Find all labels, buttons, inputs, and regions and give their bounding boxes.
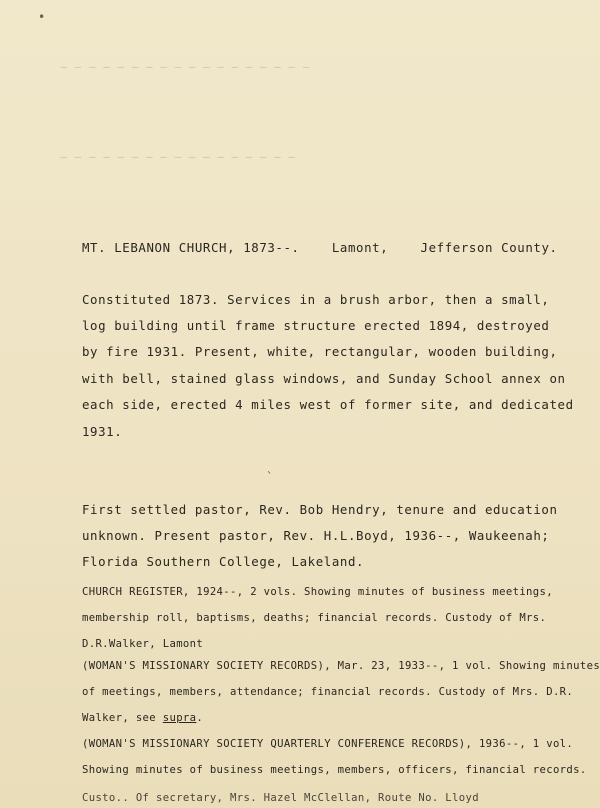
record-line [82,712,203,724]
church-town: Lamont, [331,240,389,255]
bleed-through-text: — — — — — — — — — — — — — — — — — — [60,60,310,73]
record-text: Walker, see [82,712,163,724]
church-county: Jefferson County. [420,240,558,255]
church-heading [82,240,558,255]
pastor-line: First settled pastor, Rev. Bob Hendry, tenure and education [82,502,558,517]
record-line: of meetings, members, attendance; financial records. Custody of Mrs. D.R. [82,686,574,698]
history-line: log building until frame structure erected 1894, destroyed [82,318,550,333]
bleed-through-text: — — — — — — — — — — — — — — — — — [60,150,296,163]
history-line: with bell, stained glass windows, and Sunday School annex on [82,371,566,386]
history-line: Constituted 1873. Services in a brush arbor, then a small, [82,292,550,307]
church-name: MT. LEBANON CHURCH, 1873--. [82,240,300,255]
record-line: Showing minutes of business meetings, members, officers, financial records. [82,764,587,776]
record-line: CHURCH REGISTER, 1924--, 2 vols. Showing minutes of business meetings, [82,586,553,598]
history-line: by fire 1931. Present, white, rectangular, wooden building, [82,344,558,359]
record-line: membership roll, baptisms, deaths; financial records. Custody of Mrs. [82,612,547,624]
supra-reference: supra [162,712,197,724]
record-line: (WOMAN'S MISSIONARY SOCIETY QUARTERLY CONFERENCE RECORDS), 1936--, 1 vol. [82,738,574,750]
pastor-line: Florida Southern College, Lakeland. [82,554,365,569]
record-text: . [196,712,204,724]
stray-mark: ` [266,470,274,484]
history-line: each side, erected 4 miles west of former site, and dedicated [82,397,574,412]
record-line-cutoff: Custo.. Of secretary, Mrs. Hazel McClellan, Route No. Lloyd [82,792,479,804]
record-line: (WOMAN'S MISSIONARY SOCIETY RECORDS), Mar. 23, 1933--, 1 vol. Showing minutes [82,660,600,672]
pastor-line: unknown. Present pastor, Rev. H.L.Boyd, 1936--, Waukeenah; [82,528,550,543]
record-line: D.R.Walker, Lamont [82,638,204,650]
punch-mark: • [38,10,46,24]
history-line: 1931. [82,424,123,439]
